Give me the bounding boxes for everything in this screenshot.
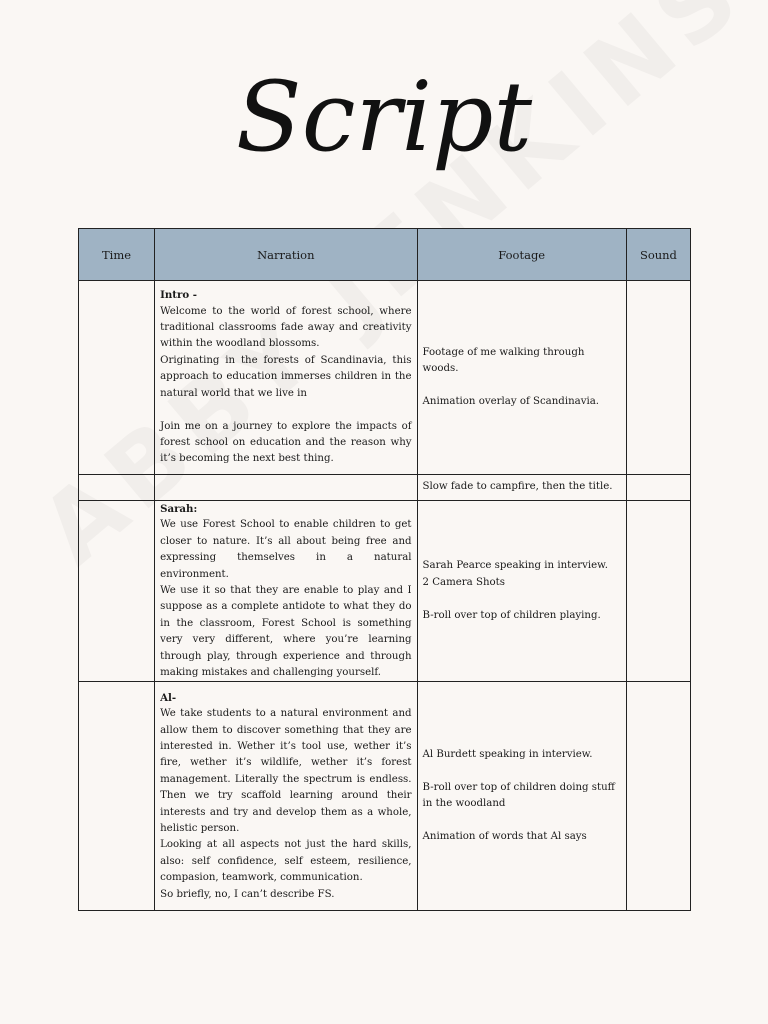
- speaker-label: Al-: [160, 691, 177, 704]
- footage-line: [423, 764, 621, 780]
- header-time: Time: [79, 229, 155, 281]
- footage-line: [423, 813, 621, 829]
- footage-line: Al Burdett speaking in interview.: [422, 749, 593, 761]
- footage-line: Slow fade to campfire, then the title.: [422, 481, 613, 493]
- cell-narration: [155, 682, 417, 911]
- footage-line: Footage of me walking through woods.: [422, 346, 585, 375]
- footage-line: [423, 591, 621, 607]
- cell-time: [79, 475, 155, 501]
- header-footage: Footage: [417, 229, 626, 281]
- header-narration: Narration: [155, 229, 417, 281]
- footage-line: Animation overlay of Scandinavia.: [422, 395, 600, 407]
- narration-paragraph: We take students to a natural environment and allow them to discover something that they are interested in. Wether it’s tool use, wether it’s fire, wether it’s wildlife, wether it’s forest management. Literally the spectrum is endless. Then we try scaffold learning around their interests and try and develop them as a whole, helistic person.: [160, 708, 412, 835]
- page-title: [0, 55, 768, 175]
- cell-footage: [417, 281, 626, 475]
- cell-footage: [417, 501, 626, 682]
- page-title-text: Script: [235, 61, 533, 173]
- cell-time: [79, 682, 155, 911]
- cell-time: [79, 281, 155, 475]
- footage-line: Animation of words that Al says: [422, 831, 587, 843]
- cell-sound: [626, 501, 690, 682]
- narration-paragraph: Welcome to the world of forest school, where traditional classrooms fade away and creativity within the woodland blossoms.: [160, 305, 412, 350]
- footage-line: 2 Camera Shots: [422, 576, 505, 588]
- table-row: [79, 281, 691, 475]
- cell-sound: [626, 682, 690, 911]
- narration-paragraph: Originating in the forests of Scandinavia, this approach to education immerses children in the natural world that we live in: [160, 354, 412, 399]
- narration-paragraph: So briefly, no, I can’t describe FS.: [160, 888, 335, 900]
- narration-paragraph: We use it so that they are enable to play and I suppose as a complete antidote to what they do in the classroom, Forest School is something very very different, where you’re learning through play, through experience and through making mistakes and challenging yourself.: [160, 585, 412, 679]
- narration-paragraph: Join me on a journey to explore the impacts of forest school on education and the reason why it’s becoming the next best thing.: [160, 420, 412, 465]
- narration-paragraph: Looking at all aspects not just the hard skills, also: self confidence, self esteem, resilience, compasion, teamwork, communication.: [160, 839, 412, 884]
- footage-line: B-roll over top of children playing.: [422, 609, 601, 621]
- cell-time: [79, 501, 155, 682]
- cell-narration: [155, 281, 417, 475]
- table-header-row: [79, 229, 691, 281]
- footage-line: B-roll over top of children doing stuff in the woodland: [422, 782, 615, 810]
- footage-line: Sarah Pearce speaking in interview.: [422, 560, 608, 572]
- footage-line: [423, 378, 621, 394]
- speaker-label: Intro -: [160, 289, 197, 302]
- table-row: [79, 501, 691, 682]
- speaker-label: Sarah:: [160, 503, 198, 515]
- header-sound: Sound: [626, 229, 690, 281]
- cell-sound: [626, 475, 690, 501]
- script-table: [78, 228, 691, 911]
- narration-paragraph: We use Forest School to enable children to get closer to nature. It’s all about being free and expressing themselves in a natural environment.: [160, 519, 412, 580]
- cell-narration: [155, 475, 417, 501]
- cell-footage: [417, 682, 626, 911]
- cell-narration: [155, 501, 417, 682]
- table-row: [79, 475, 691, 501]
- table-row: [79, 682, 691, 911]
- narration-paragraph: [160, 402, 411, 418]
- cell-footage: [417, 475, 626, 501]
- cell-sound: [626, 281, 690, 475]
